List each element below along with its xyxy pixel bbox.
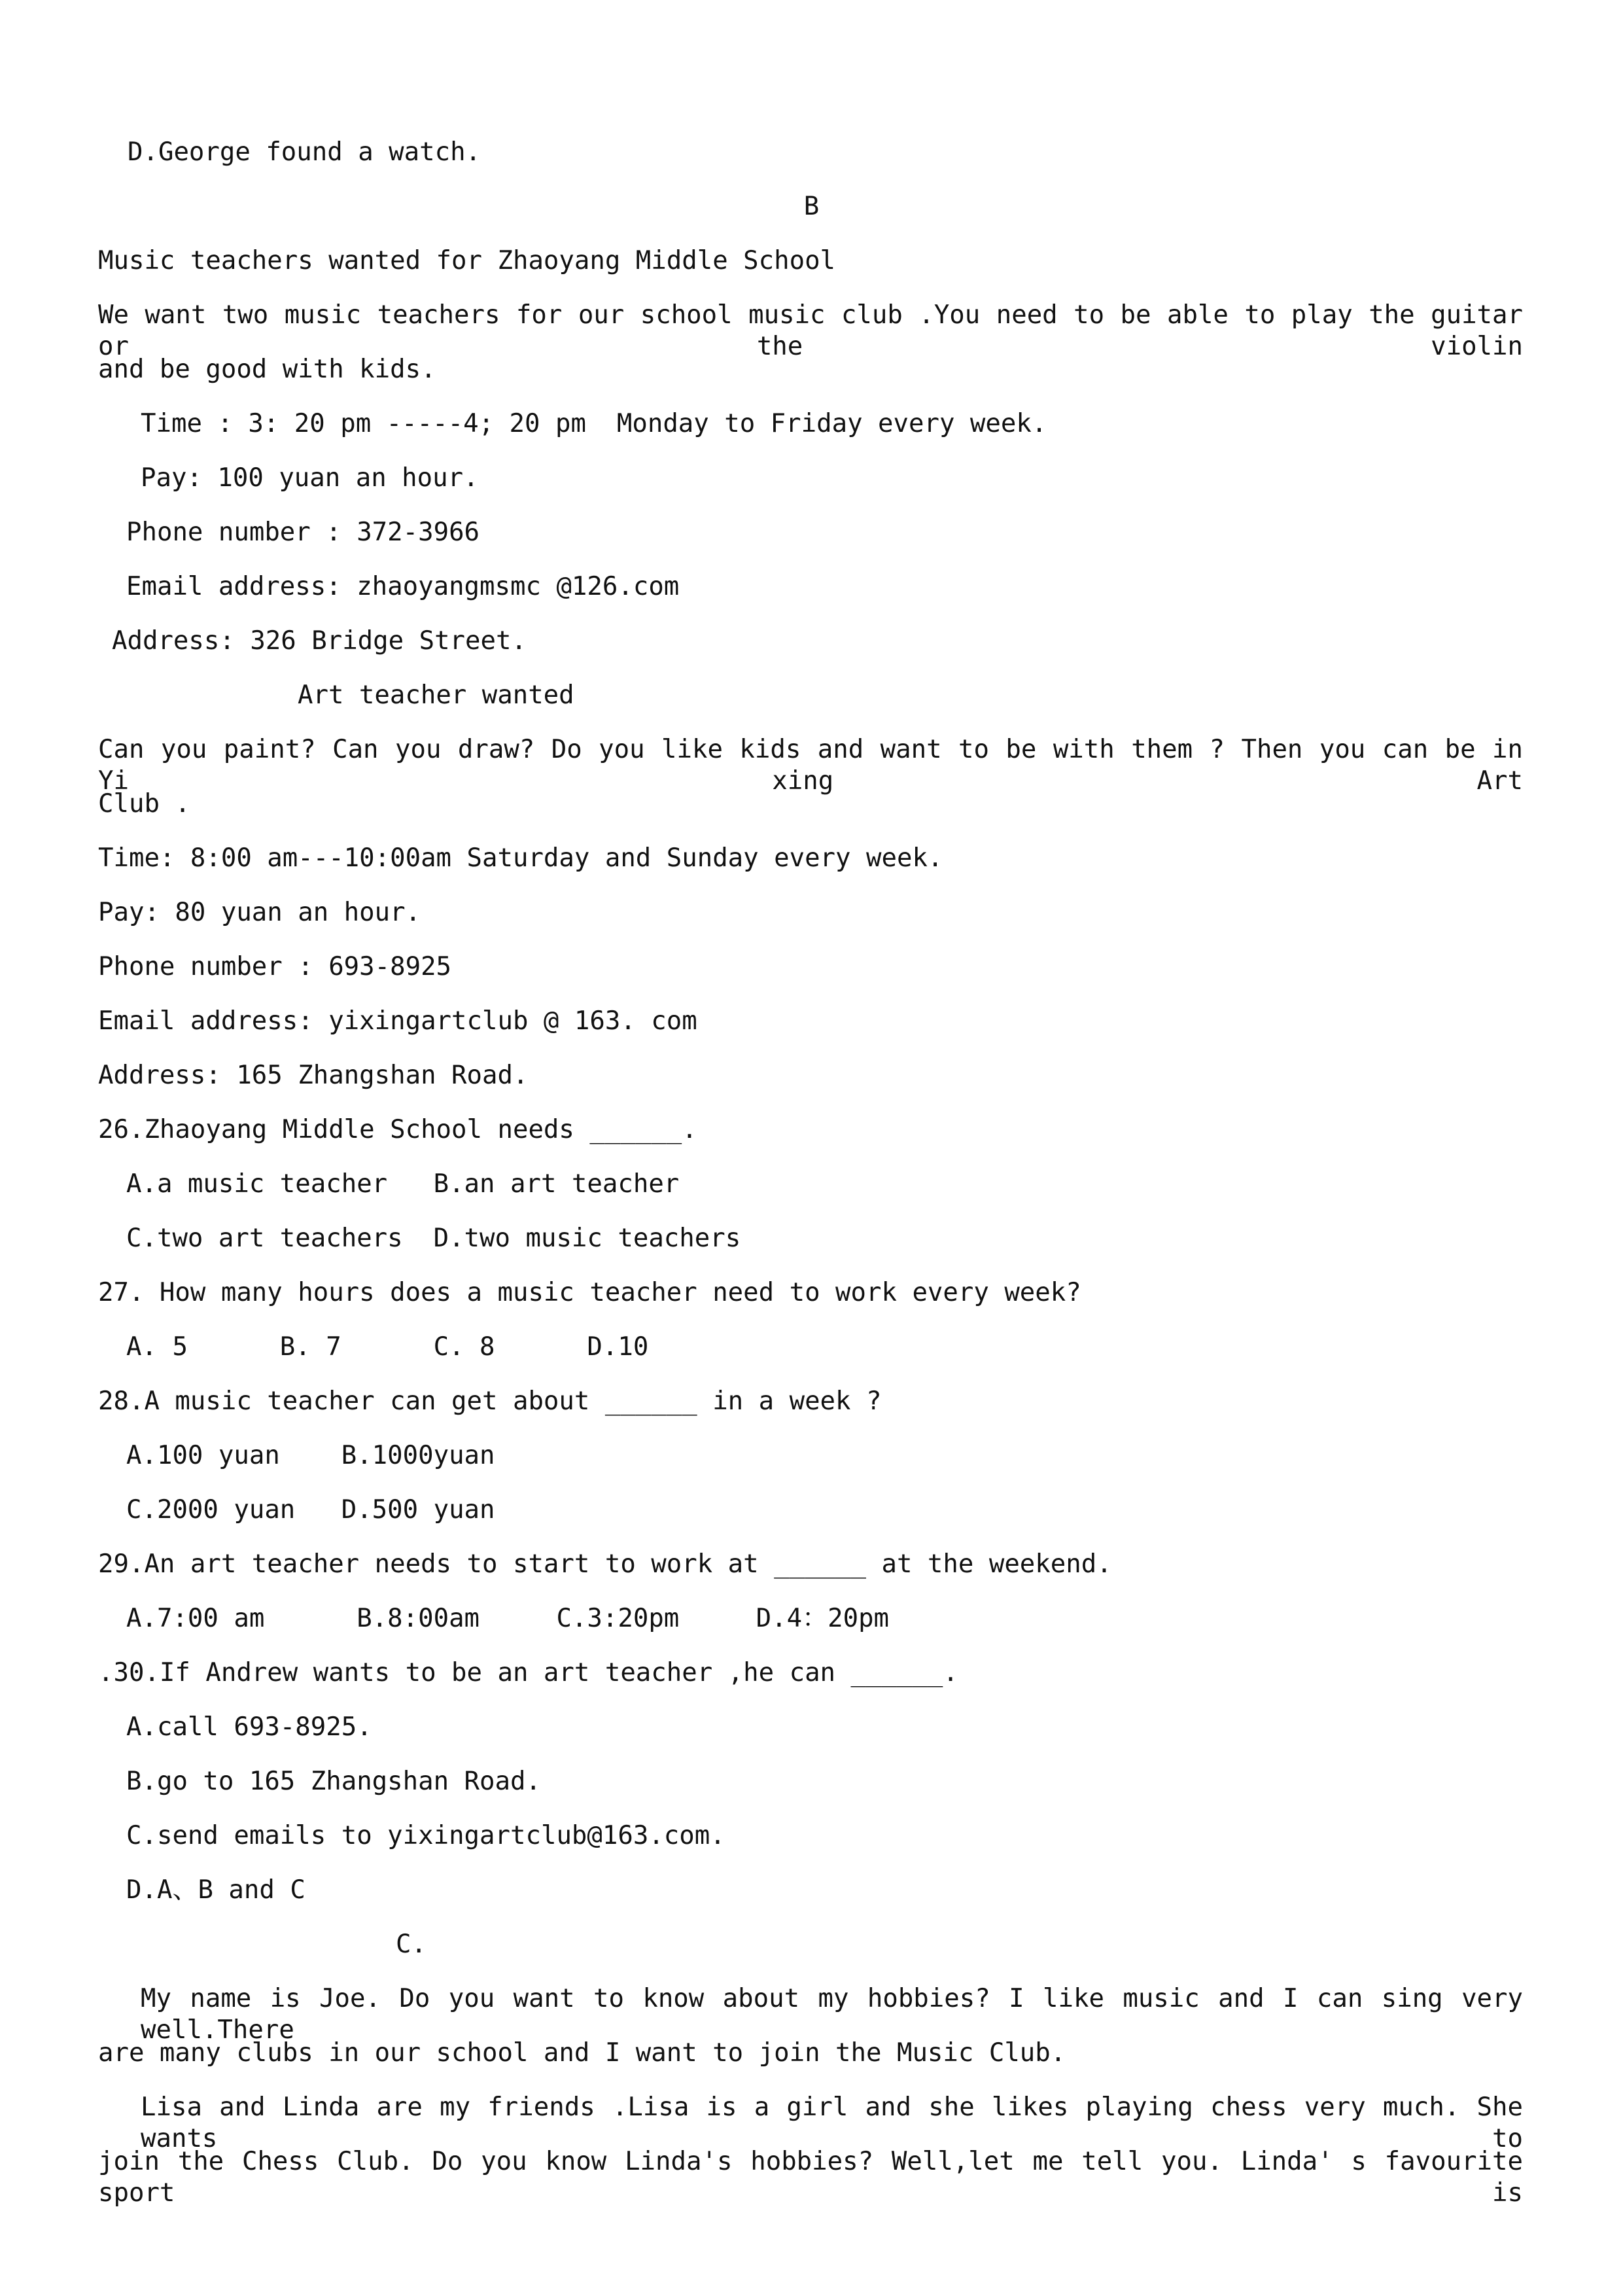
passage-c-paragraph-2-line-1: Lisa and Linda are my friends .Lisa is a girl and she likes playing chess very much. She wants to	[141, 2093, 1523, 2153]
ad-music-time: Time : 3: 20 pm -----4; 20 pm Monday to Friday every week.	[141, 409, 1047, 438]
ad-art-title: Art teacher wanted	[298, 680, 574, 710]
question-27-options: A. 5 B. 7 C. 8 D.10	[126, 1332, 649, 1362]
ad-music-address: Address: 326 Bridge Street.	[112, 626, 527, 656]
section-heading-b: B	[803, 192, 820, 221]
ad-art-body-line-1: Can you paint? Can you draw? Do you like kids and want to be with them ? Then you can be in Yi xing Art	[98, 735, 1523, 796]
ad-art-address: Address: 165 Zhangshan Road.	[98, 1061, 529, 1090]
question-28-options-cd: C.2000 yuan D.500 yuan	[126, 1495, 495, 1525]
ad-art-pay: Pay: 80 yuan an hour.	[98, 898, 421, 927]
question-26-options-ab: A.a music teacher B.an art teacher	[126, 1169, 680, 1199]
ad-art-time: Time: 8:00 am---10:00am Saturday and Sunday every week.	[98, 843, 943, 873]
ad-art-email: Email address: yixingartclub @ 163. com	[98, 1006, 697, 1036]
prev-question-option-d: D.George found a watch.	[128, 137, 481, 167]
ad-art-body-line-2: Club .	[98, 789, 190, 819]
question-30-option-a: A.call 693-8925.	[126, 1712, 372, 1742]
question-30-option-d: D.A、B and C	[126, 1875, 305, 1905]
question-29-options: A.7:00 am B.8:00am C.3:20pm D.4：20pm	[126, 1604, 890, 1633]
passage-c-paragraph-2-line-2: join the Chess Club. Do you know Linda's hobbies? Well,let me tell you. Linda' s favourite sport is	[98, 2147, 1523, 2208]
ad-music-pay: Pay: 100 yuan an hour.	[141, 463, 479, 493]
passage-c-paragraph-1-line-2: are many clubs in our school and I want to join the Music Club.	[98, 2038, 1066, 2068]
question-29: 29.An art teacher needs to start to work at ______ at the weekend.	[98, 1549, 1112, 1579]
question-30-option-b: B.go to 165 Zhangshan Road.	[126, 1767, 541, 1796]
question-26: 26.Zhaoyang Middle School needs ______.	[98, 1115, 697, 1144]
ad-music-body-line-2: and be good with kids.	[98, 355, 436, 384]
section-heading-c: C.	[396, 1930, 427, 1959]
question-30-option-c: C.send emails to yixingartclub@163.com.	[126, 1821, 725, 1850]
question-30: .30.If Andrew wants to be an art teacher ,he can ______.	[98, 1658, 958, 1687]
question-26-options-cd: C.two art teachers D.two music teachers	[126, 1224, 741, 1253]
question-28: 28.A music teacher can get about ______ in a week ?	[98, 1386, 882, 1416]
ad-art-phone: Phone number : 693-8925	[98, 952, 452, 981]
ad-music-email: Email address: zhaoyangmsmc @126.com	[126, 572, 680, 601]
question-27: 27. How many hours does a music teacher need to work every week?	[98, 1278, 1081, 1307]
passage-c-paragraph-1-line-1: My name is Joe. Do you want to know about my hobbies? I like music and I can sing very well.There	[141, 1984, 1523, 2045]
ad-music-phone: Phone number : 372-3966	[126, 518, 480, 547]
ad-music-title: Music teachers wanted for Zhaoyang Middle School	[98, 246, 836, 275]
question-28-options-ab: A.100 yuan B.1000yuan	[126, 1441, 495, 1470]
ad-music-body-line-1: We want two music teachers for our school music club .You need to be able to play the guitar or the violin	[98, 300, 1523, 361]
